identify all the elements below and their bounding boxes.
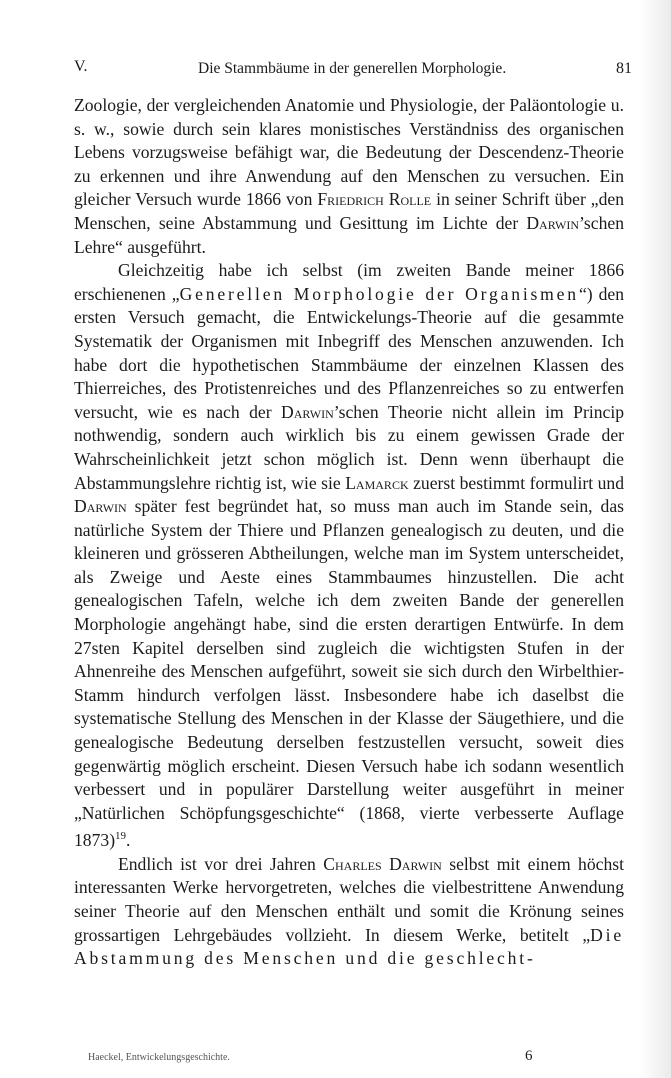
text-run: später fest begründet hat, so muss man auch im Stande sein, das natürliche System der Thiere und Pflanzen genealogisch zu deuten, und die kleineren und grösseren Abtheilungen, welche man im System unterscheidet, als Zweige und Aeste eines Stammbaumes hinzustellen. Die acht genealogischen Tafeln, welche ich dem zweiten Bande der generellen Morphologie angehängt habe, sind die ersten derartigen Entwürfe. In dem 27sten Kapitel derselben sind zugleich die wichtigsten Stufen in der Ahnenreihe des Menschen aufgeführt, soweit sie sich durch den Wirbelthier-Stamm hindurch verfolgen lässt. Insbesondere habe ich daselbst die systematische Stellung des Menschen in der Klasse der Säugethiere, und die genealogische Bedeutung derselben festzustellen versucht, soweit dies gegenwärtig möglich erscheint. Diesen Versuch habe ich sodann wesentlich verbessert und in populärer Darstellung weiter ausgeführt in meiner „Natürlichen Schöpfungsgeschichte“ (1868, vierte verbesserte Auflage 1873) (74, 496, 624, 851)
printer-signature: Haeckel, Entwickelungsgeschichte. (88, 1052, 230, 1063)
running-title: Die Stammbäume in der generellen Morphologie. (198, 60, 507, 77)
text-run: zuerst bestimmt formulirt und (408, 472, 625, 493)
person-name: Charles Darwin (323, 853, 442, 874)
chapter-number: V. (74, 58, 88, 75)
spaced-title: Die Abstammung des Menschen und die geschlecht- (74, 924, 624, 969)
text-run: ’schen Lehre“ ausgeführt. (74, 212, 624, 257)
person-name: Friedrich Rolle (317, 189, 432, 210)
body-text (74, 94, 624, 971)
page-number: 81 (616, 60, 632, 77)
text-run: in seiner Schrift über „den Menschen, seine Abstammung und Gesittung im Lichte der (74, 189, 624, 233)
person-name: Darwin (281, 401, 334, 422)
sheet-number: 6 (525, 1048, 533, 1064)
page-edge-shadow (639, 0, 671, 1078)
text-run: selbst mit einem höchst interessanten Werke hervorgetreten, welches die vielbestrittene Anwendung seiner Theorie auf den Menschen enthält und somit die Krönung seines grossartigen Lehrgebäudes vollzieht. In diesem Werke, betitelt „ (74, 853, 624, 945)
text-run: ’schen Theorie nicht allein im Princip nothwendig, sondern auch wirklich bis zu einem gewissen Grade der Wahrscheinlichkeit jetzt schon möglich ist. Denn wenn überhaupt die Abstammungslehre richtig ist, wie sie (74, 401, 625, 493)
person-name: Darwin (74, 496, 127, 517)
footnote-ref: 19 (115, 830, 127, 843)
text-run: . (126, 830, 131, 851)
text-run: Gleichzeitig habe ich selbst (im zweiten Bande meiner 1866 erschienenen „ (74, 260, 624, 304)
person-name: Lamarck (345, 472, 409, 493)
person-name: Darwin (526, 212, 580, 233)
paragraph (74, 853, 624, 971)
paragraph (74, 259, 624, 853)
page-footer (88, 1048, 608, 1068)
running-header (74, 58, 632, 84)
text-run: “) den ersten Versuch gemacht, die Entwickelungs-Theorie auf die gesammte Systematik der Organismen mit Inbegriff des Menschen anzuwenden. Ich habe dort die hypothetischen Stammbäume der einzelnen Klassen des Thierreiches, des Protistenreiches und des Pflanzenreiches so zu entwerfen versucht, wie es nach der (74, 283, 624, 422)
paragraph (74, 94, 624, 259)
text-run: Endlich ist vor drei Jahren (118, 853, 324, 874)
spaced-title: Generellen Morphologie der Organismen (179, 283, 579, 304)
text-run: Zoologie, der vergleichenden Anatomie und Physiologie, der Paläontologie u. s. w., sowie durch sein klares monistisches Verständniss des organischen Lebens vorzugsweise befähigt war, die Bedeutung der Descendenz-Theorie zu erkennen und ihre Anwendung auf den Menschen zu versuchen. Ein gleicher Versuch wurde 1866 von (74, 95, 624, 210)
